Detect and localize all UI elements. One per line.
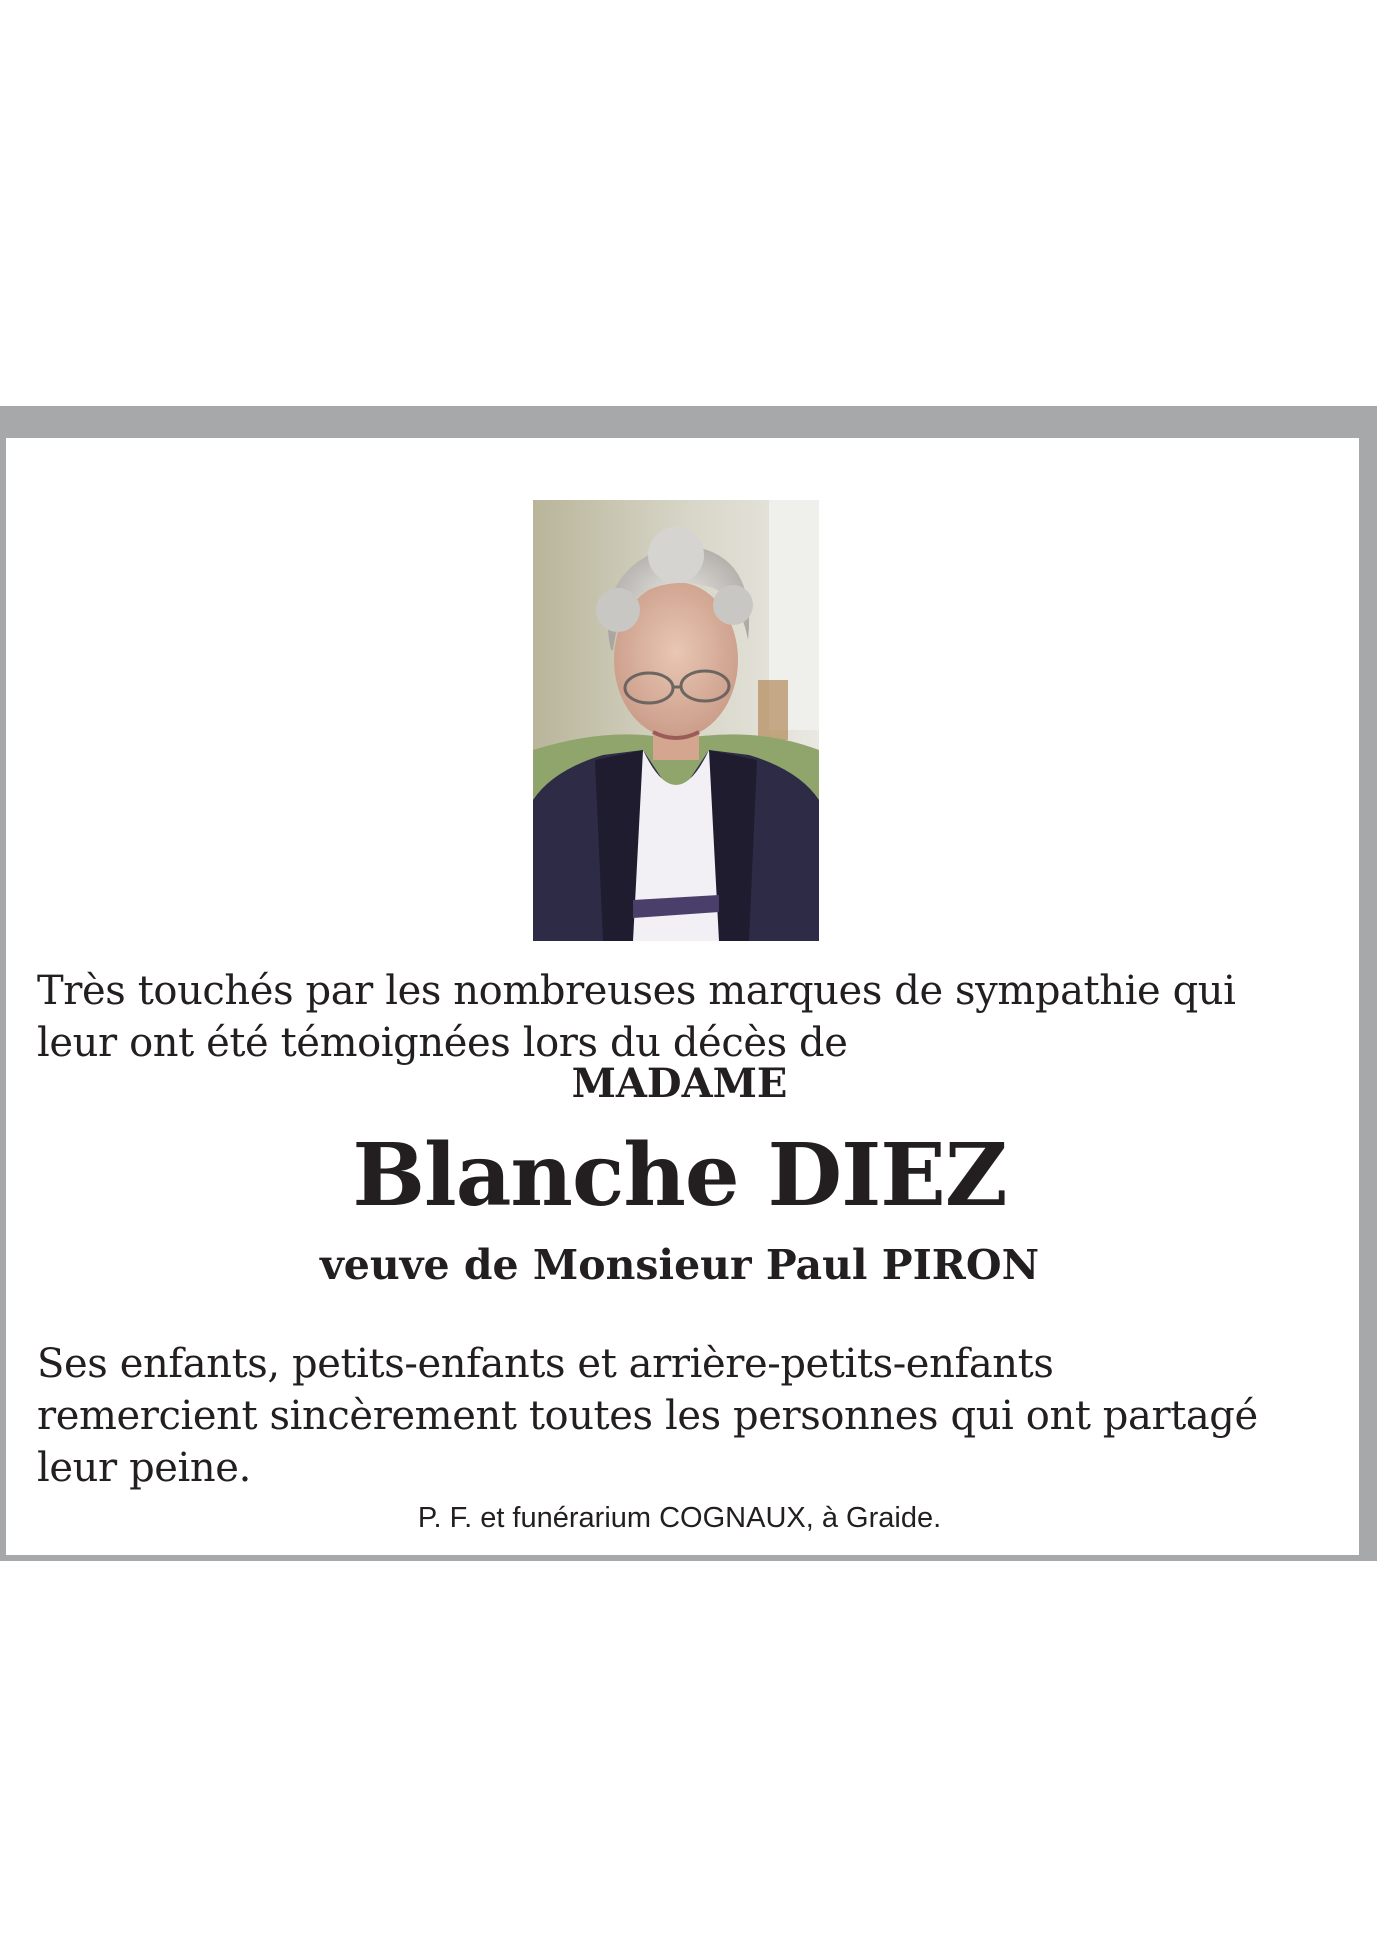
portrait-image bbox=[533, 500, 819, 941]
intro-line: leur ont été témoignées lors du décès de bbox=[37, 1020, 848, 1066]
widow-of-line: veuve de Monsieur Paul PIRON bbox=[319, 1241, 1040, 1289]
portrait-photo bbox=[533, 500, 819, 941]
thanks-line: remercient sincèrement toutes les personnes qui ont partagé bbox=[37, 1393, 1258, 1439]
funeral-home-credit: P. F. et funérarium COGNAUX, à Graide. bbox=[417, 1502, 942, 1534]
thanks-line: Ses enfants, petits-enfants et arrière-petits-enfants bbox=[37, 1341, 1054, 1387]
intro-text bbox=[37, 965, 1337, 1069]
thanks-line: leur peine. bbox=[37, 1445, 251, 1491]
thanks-text bbox=[37, 1338, 1337, 1494]
honorific-title: MADAME bbox=[571, 1060, 788, 1107]
deceased-name: Blanche DIEZ bbox=[352, 1125, 1007, 1226]
intro-line: Très touchés par les nombreuses marques de sympathie qui bbox=[37, 968, 1236, 1014]
obituary-notice bbox=[0, 406, 1377, 1561]
